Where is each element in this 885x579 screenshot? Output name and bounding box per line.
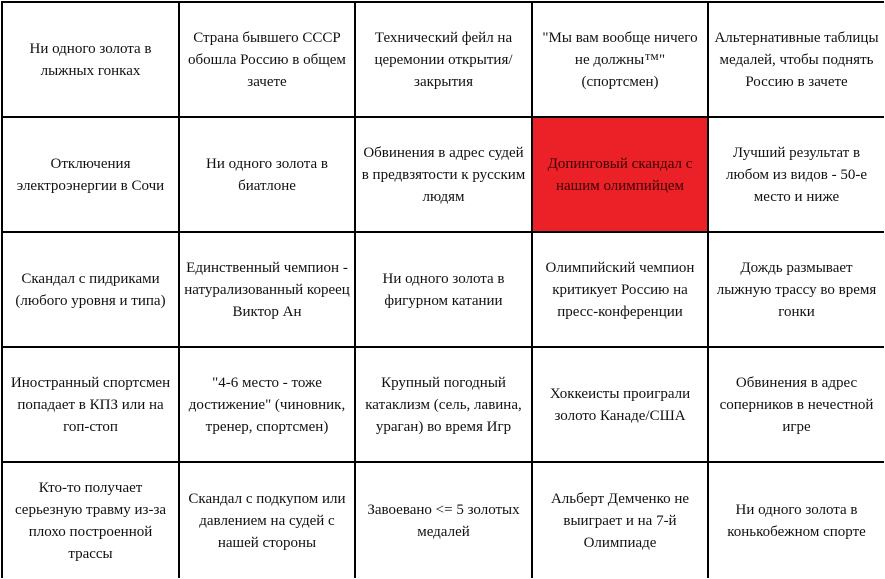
cell-text: Ни одного золота в конькобежном спорте	[727, 501, 866, 540]
bingo-cell-r5c1	[1, 461, 178, 578]
bingo-cell-r4c3	[354, 346, 531, 461]
bingo-cell-r4c4	[531, 346, 707, 461]
bingo-cell-r4c5	[707, 346, 884, 461]
bingo-cell-r1c4	[531, 1, 707, 116]
bingo-cell-r3c5	[707, 231, 884, 346]
cell-text: "Мы вам вообще ничего не должны™" (спортсмен)	[542, 29, 698, 90]
cell-text: Допинговый скандал с нашим олимпийцем	[547, 155, 693, 194]
cell-text: Крупный погодный катаклизм (сель, лавина, ураган) во время Игр	[365, 374, 522, 435]
bingo-cell-r1c5	[707, 1, 884, 116]
bingo-cell-r4c1	[1, 346, 178, 461]
cell-text: "4-6 место - тоже достижение" (чиновник, тренер, спортсмен)	[188, 374, 346, 435]
bingo-grid	[1, 1, 884, 578]
bingo-cell-r5c3	[354, 461, 531, 578]
bingo-cell-r2c3	[354, 116, 531, 231]
bingo-cell-r3c3	[354, 231, 531, 346]
cell-text: Страна бывшего СССР обошла Россию в общем зачете	[188, 29, 346, 90]
bingo-cell-r3c1	[1, 231, 178, 346]
cell-text: Ни одного золота в биатлоне	[205, 155, 329, 194]
cell-text: Иностранный спортсмен попадает в КПЗ или на гоп-стоп	[10, 374, 171, 435]
bingo-cell-r2c5	[707, 116, 884, 231]
bingo-cell-r1c1	[1, 1, 178, 116]
bingo-cell-r3c4	[531, 231, 707, 346]
cell-text: Альберт Демченко не выиграет и на 7-й Олимпиаде	[550, 490, 690, 551]
cell-text: Обвинения в адрес соперников в нечестной игре	[719, 374, 874, 435]
cell-text: Технический фейл на церемонии открытия/закрытия	[374, 29, 513, 90]
bingo-cell-r5c2	[178, 461, 354, 578]
cell-text: Дождь размывает лыжную трассу во время гонки	[716, 259, 877, 320]
cell-text: Лучший результат в любом из видов - 50-е место и ниже	[726, 144, 867, 205]
bingo-cell-r1c3	[354, 1, 531, 116]
bingo-cell-r5c4	[531, 461, 707, 578]
cell-text: Скандал с подкупом или давлением на судей с нашей стороны	[188, 490, 346, 551]
cell-text: Ни одного золота в фигурном катании	[382, 270, 505, 309]
bingo-cell-r2c2	[178, 116, 354, 231]
bingo-cell-r4c2	[178, 346, 354, 461]
bingo-cell-r1c2	[178, 1, 354, 116]
cell-text: Единственный чемпион - натурализованный кореец Виктор Ан	[184, 259, 350, 320]
bingo-cell-r3c2	[178, 231, 354, 346]
cell-text: Отключения электроэнергии в Сочи	[16, 155, 165, 194]
cell-text: Обвинения в адрес судей в предвзятости к русским людям	[361, 144, 526, 205]
cell-text: Кто-то получает серьезную травму из-за плохо построенной трассы	[14, 479, 167, 562]
bingo-cell-r2c4	[531, 116, 707, 231]
cell-text: Альтернативные таблицы медалей, чтобы поднять Россию в зачете	[714, 29, 879, 90]
cell-text: Завоевано <= 5 золотых медалей	[367, 501, 520, 540]
cell-text: Скандал с пидриками (любого уровня и типа)	[15, 270, 166, 309]
cell-text: Ни одного золота в лыжных гонках	[29, 40, 152, 79]
cell-text: Олимпийский чемпион критикует Россию на пресс-конференции	[545, 259, 695, 320]
cell-text: Хоккеисты проиграли золото Канаде/США	[549, 385, 691, 424]
bingo-cell-r2c1	[1, 116, 178, 231]
bingo-cell-r5c5	[707, 461, 884, 578]
